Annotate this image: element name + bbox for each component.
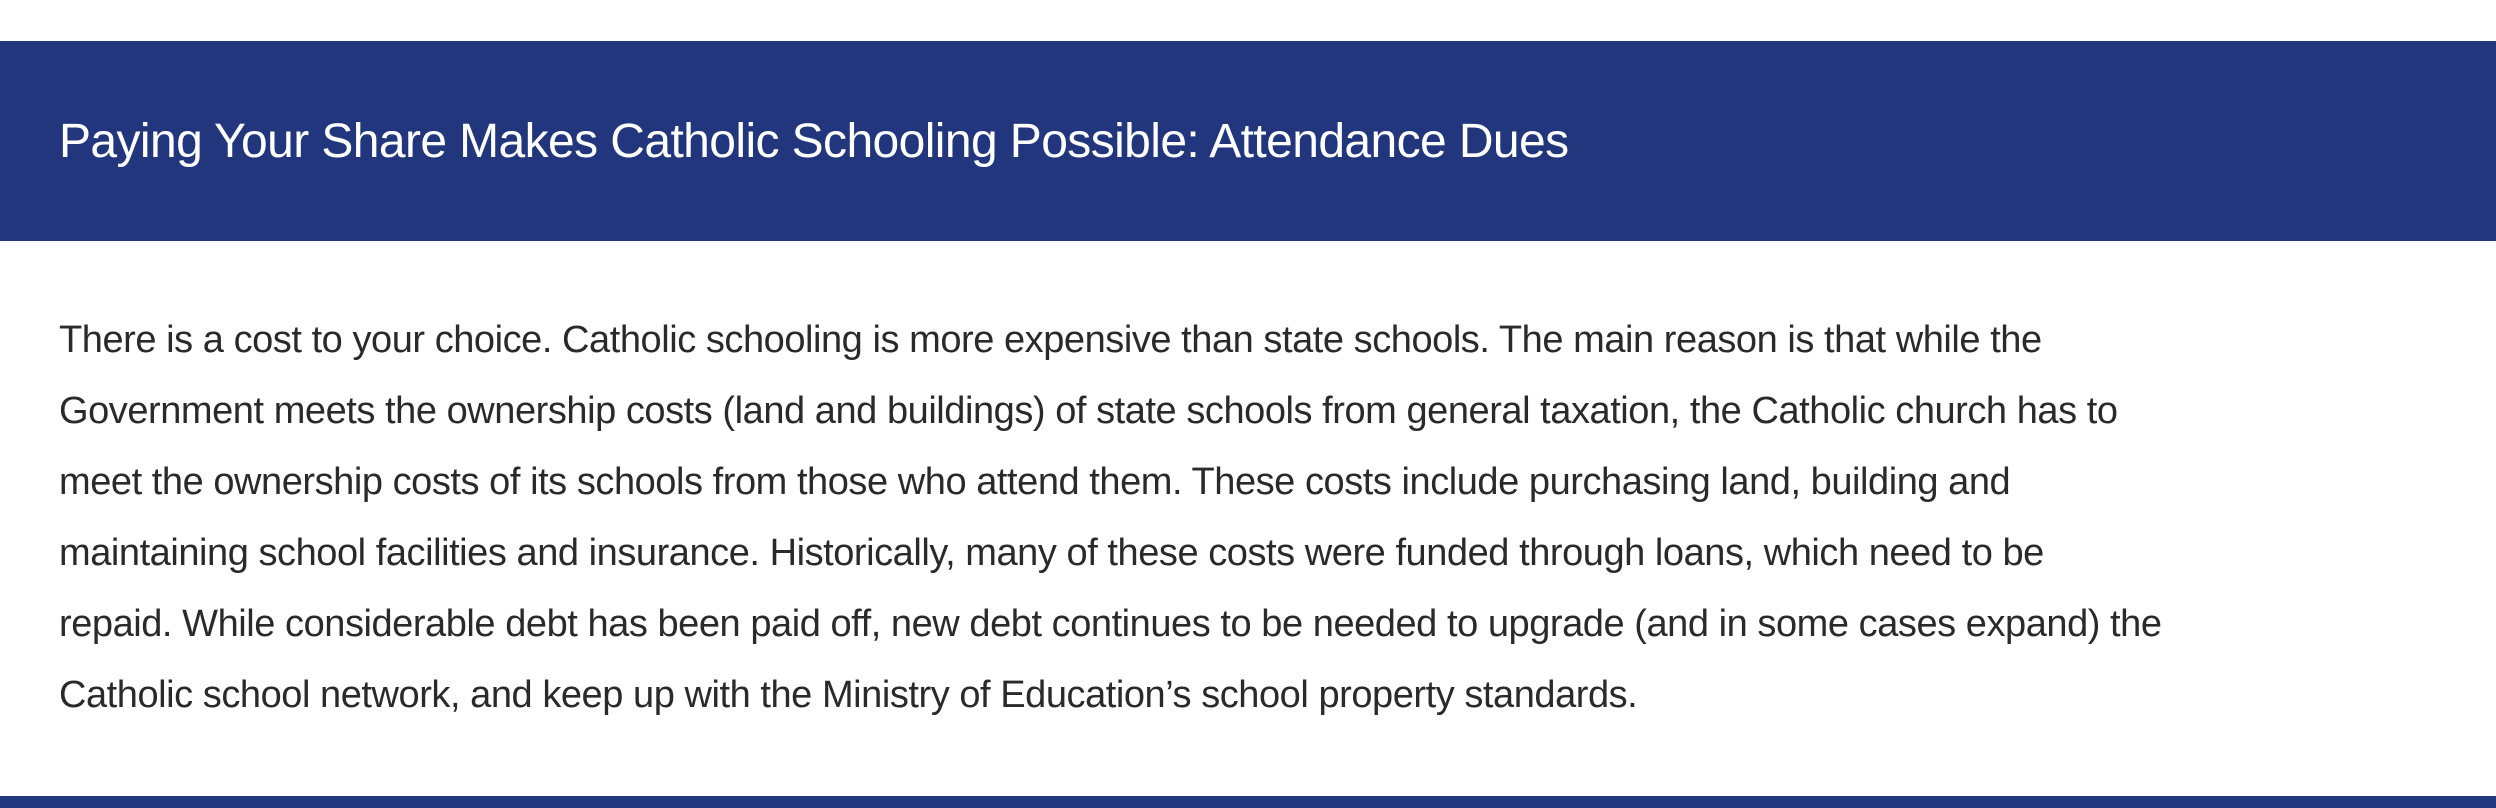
paragraph-line: There is a cost to your choice. Catholic schooling is more expensive than state schools. The main reason is that while the <box>59 319 2042 361</box>
next-section-banner-edge <box>0 796 2496 808</box>
paragraph-line: meet the ownership costs of its schools from those who attend them. These costs include purchasing land, building and <box>59 461 2011 503</box>
paragraph-line: Catholic school network, and keep up with the Ministry of Education’s school property standards. <box>59 674 1638 716</box>
paragraph-line: maintaining school facilities and insurance. Historically, many of these costs were funded through loans, which need to be <box>59 532 2044 574</box>
paragraph-line: repaid. While considerable debt has been paid off, new debt continues to be needed to upgrade (and in some cases expand) the <box>59 603 2162 645</box>
page-title: Paying Your Share Makes Catholic Schooling Possible: Attendance Dues <box>59 114 1569 168</box>
heading-banner <box>0 41 2496 241</box>
paragraph-line: Government meets the ownership costs (land and buildings) of state schools from general taxation, the Catholic church has to <box>59 390 2118 432</box>
body-paragraph <box>59 305 2419 731</box>
content-section <box>59 305 2419 731</box>
